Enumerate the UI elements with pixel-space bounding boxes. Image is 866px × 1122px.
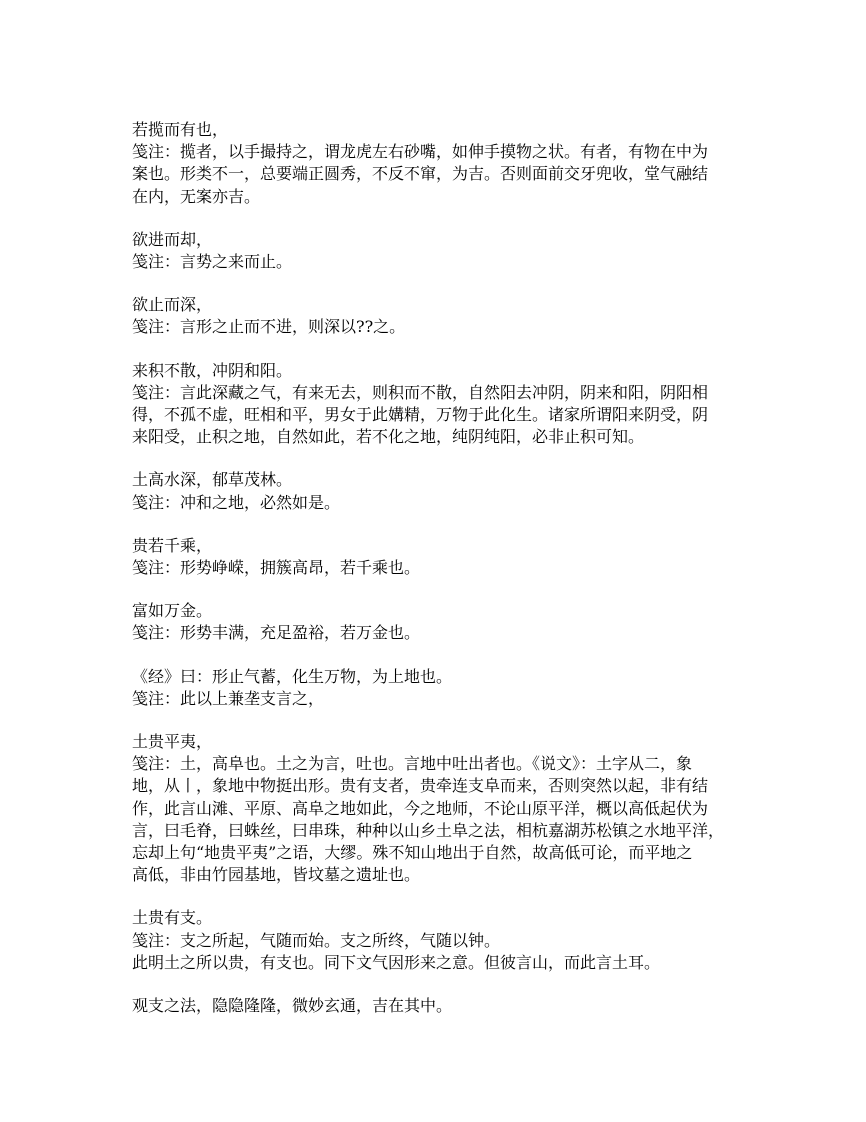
text-line: 笺注：言此深藏之气，有来无去，则积而不散，自然阳去冲阴，阴来和阳，阴阳相 [132, 382, 709, 402]
text-line: 笺注：支之所起，气随而始。支之所终，气随以钟。 [132, 930, 501, 950]
text-line: 笺注：冲和之地，必然如是。 [132, 492, 341, 512]
text-line: 笺注：形势丰满，充足盈裕，若万金也。 [132, 623, 421, 643]
paragraph-7 [132, 600, 752, 644]
paragraph-9 [132, 731, 752, 886]
text-line: 在内，无案亦吉。 [132, 186, 261, 206]
paragraph-1 [132, 119, 752, 208]
text-line: 忘却上句“地贵平夷”之语，大缪。殊不知山地出于自然，故高低可论，而平地之 [132, 843, 693, 863]
paragraph-4 [132, 360, 752, 449]
text-line: 笺注：此以上兼垄支言之， [132, 688, 325, 708]
text-line: 笺注：形势峥嵘，拥簇高昂，若千乘也。 [132, 558, 421, 578]
text-line: 此明土之所以贵，有支也。同下文气因形来之意。但彼言山，而此言土耳。 [132, 952, 661, 972]
text-line: 欲进而却， [132, 229, 213, 249]
text-line: 作，此言山滩、平原、高阜之地如此，今之地师，不论山原平洋，概以高低起伏为 [132, 798, 709, 818]
paragraph-3 [132, 294, 752, 338]
text-line: 土贵有支。 [132, 908, 213, 928]
paragraph-10 [132, 907, 752, 974]
text-line: 《经》曰：形止气蓄，化生万物，为上地也。 [132, 666, 453, 686]
text-line: 观支之法，隐隐隆隆，微妙玄通，吉在其中。 [132, 996, 453, 1016]
paragraph-8 [132, 666, 752, 710]
paragraph-6 [132, 535, 752, 579]
text-line: 富如万金。 [132, 601, 213, 621]
text-line: 笺注：土，高阜也。土之为言，吐也。言地中吐出者也。《说文》：土字从二，象 [132, 754, 693, 774]
text-line: 地，从丨，象地中物挺出形。贵有支者，贵牵连支阜而来，否则突然以起，非有结 [132, 776, 709, 796]
text-line: 案也。形类不一，总要端正圆秀，不反不窜，为吉。否则面前交牙兜收，堂气融结 [132, 164, 709, 184]
paragraph-2 [132, 229, 752, 273]
text-line: 笺注：言形之止而不进，则深以??之。 [132, 317, 406, 337]
text-line: 高低，非由竹园基地，皆坟墓之遗址也。 [132, 865, 421, 885]
text-line: 土高水深，郁草茂林。 [132, 470, 293, 490]
text-line: 若揽而有也， [132, 120, 229, 139]
text-line: 欲止而深， [132, 295, 213, 315]
paragraph-5 [132, 469, 752, 513]
paragraph-11 [132, 995, 752, 1017]
text-line: 言，曰毛脊，曰蛛丝，曰串珠，种种以山乡土阜之法，相杭嘉湖苏松镇之水地平洋， [132, 820, 725, 840]
text-line: 得，不孤不虚，旺相和平，男女于此媾精，万物于此化生。诸家所谓阳来阴受，阴 [132, 405, 709, 425]
text-line: 笺注：揽者，以手撮持之，谓龙虎左右砂嘴，如伸手摸物之状。有者，有物在中为 [132, 142, 709, 162]
text-line: 笺注：言势之来而止。 [132, 252, 293, 272]
text-line: 土贵平夷， [132, 732, 213, 752]
document-body [132, 119, 752, 1038]
text-line: 来阳受，止积之地，自然如此，若不化之地，纯阴纯阳，必非止积可知。 [132, 427, 645, 447]
text-line: 贵若千乘， [132, 535, 213, 555]
text-line: 来积不散，冲阴和阳。 [132, 360, 293, 380]
